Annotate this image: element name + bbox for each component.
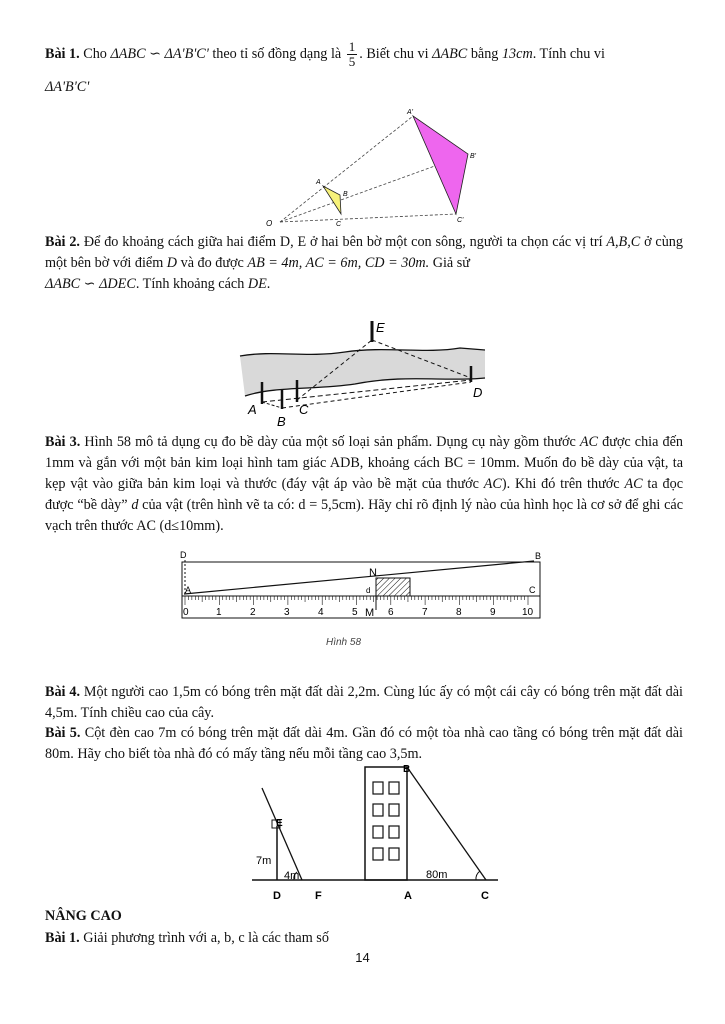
label-b: B xyxy=(535,551,542,561)
text: Giả sử xyxy=(429,255,470,271)
label-a: A xyxy=(185,585,192,595)
text: Cột đèn cao 7m có bóng trên mặt đất dài 4m. Gần đó có một tòa nhà cao tầng có bóng trên mặt đất dài 80m. Hãy cho biết tòa nhà đó có mấy tầng nếu mỗi tầng cao 3,5m. xyxy=(45,725,684,762)
figure-caption: Hình 58 xyxy=(326,637,362,648)
ruler-ac: AC xyxy=(483,476,502,492)
label-d: D xyxy=(473,385,483,400)
measured-object xyxy=(376,578,410,596)
label-e: E xyxy=(276,818,283,829)
bai1-heading: Bài 1. xyxy=(45,45,80,62)
triangle-large xyxy=(413,116,468,214)
thickness-d: d xyxy=(131,497,139,513)
label-a-prime: A' xyxy=(407,109,414,116)
triangle-abc: ΔABC xyxy=(432,45,468,62)
label-e: E xyxy=(376,320,385,335)
text: . Tính chu vi xyxy=(532,45,605,62)
triangle-small xyxy=(323,186,341,214)
tick-label: 0 xyxy=(183,607,189,618)
label-b: B xyxy=(403,764,411,775)
fraction-numerator: 1 xyxy=(348,39,356,54)
text: Cho xyxy=(79,45,111,62)
label-shadow: 4m xyxy=(284,870,300,882)
tick-label: 7 xyxy=(422,607,428,618)
label-f: F xyxy=(315,890,322,902)
section-title: NÂNG CAO xyxy=(45,908,122,924)
text: ). Khi đó trên thước xyxy=(501,476,625,492)
figure-lamp-building xyxy=(250,762,500,904)
label-d: D xyxy=(180,550,187,560)
tick-label: 3 xyxy=(284,607,290,618)
ruler-tick-labels xyxy=(183,607,534,618)
text: được chia đến 1mm và gắn với một bản kim loại hình tam giác ADB, khoảng cách BC = 10mm. Muốn đo bề dày của vật, ta kẹp vật vào giữa bản kim loại và thước (đáy vật áp vào bề mặt của thước xyxy=(45,434,684,492)
text: của vật (trên hình vẽ ta có: d = 5,5cm). Hãy chỉ rõ định lý nào của hình học là cơ sở để ghi các vạch trên thước AC (d≤10mm). xyxy=(45,497,683,534)
similarity: ΔABC ∽ ΔDEC xyxy=(45,276,136,292)
fraction xyxy=(347,40,358,69)
nangcao-bai1-heading: Bài 1. xyxy=(45,930,80,946)
tick-label: 10 xyxy=(522,607,534,618)
fraction-denominator: 5 xyxy=(348,54,356,69)
bai5-heading: Bài 5. xyxy=(45,725,81,741)
label-a: A xyxy=(404,890,412,902)
label-height: 7m xyxy=(256,855,272,867)
point-d: D xyxy=(166,255,178,271)
text: Một người cao 1,5m có bóng trên mặt đất dài 2,2m. Cùng lúc ấy có một cái cây có bóng trên mặt đất dài 4,5m. Tính chiều cao của cây. xyxy=(45,684,683,721)
label-b: B xyxy=(277,414,286,428)
label-c: C xyxy=(481,890,489,902)
label-b-prime: B' xyxy=(470,153,477,160)
page-number: 14 xyxy=(355,950,370,965)
tick-label: 5 xyxy=(352,607,358,618)
tick-label: 8 xyxy=(456,607,462,618)
segment-de: DE xyxy=(247,276,267,292)
tick-label: 9 xyxy=(490,607,496,618)
bai1-paragraph xyxy=(45,40,683,98)
bai5-paragraph xyxy=(45,723,683,765)
text: Giải phương trình với a, b, c là các tham số xyxy=(79,930,329,946)
bai4-paragraph xyxy=(45,682,683,724)
text: ta đọc được “bề dày” xyxy=(45,476,683,513)
label-d: D xyxy=(273,890,281,902)
tick-label: 2 xyxy=(250,607,256,618)
building xyxy=(365,767,407,880)
text: Hình 58 mô tả dụng cụ đo bề dày của một số loại sản phẩm. Dụng cụ này gồm thước xyxy=(80,434,580,450)
building-windows xyxy=(373,782,399,860)
nangcao-bai1 xyxy=(45,928,683,949)
bai4-heading: Bài 4. xyxy=(45,684,80,700)
ruler-ac: AC xyxy=(579,434,599,450)
label-c: C xyxy=(299,402,309,417)
label-m: M xyxy=(365,607,375,619)
points: A,B,C xyxy=(606,234,641,250)
figure-river xyxy=(235,316,495,428)
label-building-shadow: 80m xyxy=(426,869,448,881)
river xyxy=(240,348,485,396)
tick-label: 1 xyxy=(216,607,222,618)
label-a: A xyxy=(316,179,321,186)
bai2-heading: Bài 2. xyxy=(45,234,80,250)
label-b: B xyxy=(343,191,348,198)
text: và đo được xyxy=(177,255,248,271)
text: bằng xyxy=(467,45,502,62)
measurements: AB = 4m, AC = 6m, CD = 30m. xyxy=(247,255,430,271)
figure-thickness-gauge xyxy=(176,548,548,652)
label-c: C xyxy=(529,585,536,595)
label-d-thickness: d xyxy=(366,586,371,595)
ruler-ticks xyxy=(185,596,528,605)
tick-label: 4 xyxy=(318,607,324,618)
text: theo tỉ số đồng dạng là xyxy=(208,45,345,62)
bai3-heading: Bài 3. xyxy=(45,434,81,450)
triangle-a2b2c2: ΔA'B'C' xyxy=(45,79,90,95)
text: . Biết chu vi xyxy=(359,45,433,62)
perimeter: 13cm xyxy=(501,45,533,62)
similarity: ΔABC ∽ ΔA'B'C' xyxy=(110,45,209,62)
bai3-paragraph xyxy=(45,432,683,537)
label-c-prime: C' xyxy=(457,217,464,224)
text: Để đo khoảng cách giữa hai điểm D, E ở hai bên bờ một con sông, người ta chọn các vị trí xyxy=(79,234,607,250)
label-o: O xyxy=(266,219,273,228)
tick-label: 6 xyxy=(388,607,394,618)
label-c: C xyxy=(336,221,342,228)
ruler-ac: AC xyxy=(624,476,643,492)
label-n: N xyxy=(369,567,377,579)
figure-similar-triangles xyxy=(258,104,488,228)
bai2-paragraph xyxy=(45,232,683,295)
text: ở cùng một bên bờ với điểm xyxy=(45,234,683,271)
text: . Tính khoảng cách xyxy=(135,276,248,292)
label-a: A xyxy=(248,402,257,417)
text: . xyxy=(266,276,271,292)
